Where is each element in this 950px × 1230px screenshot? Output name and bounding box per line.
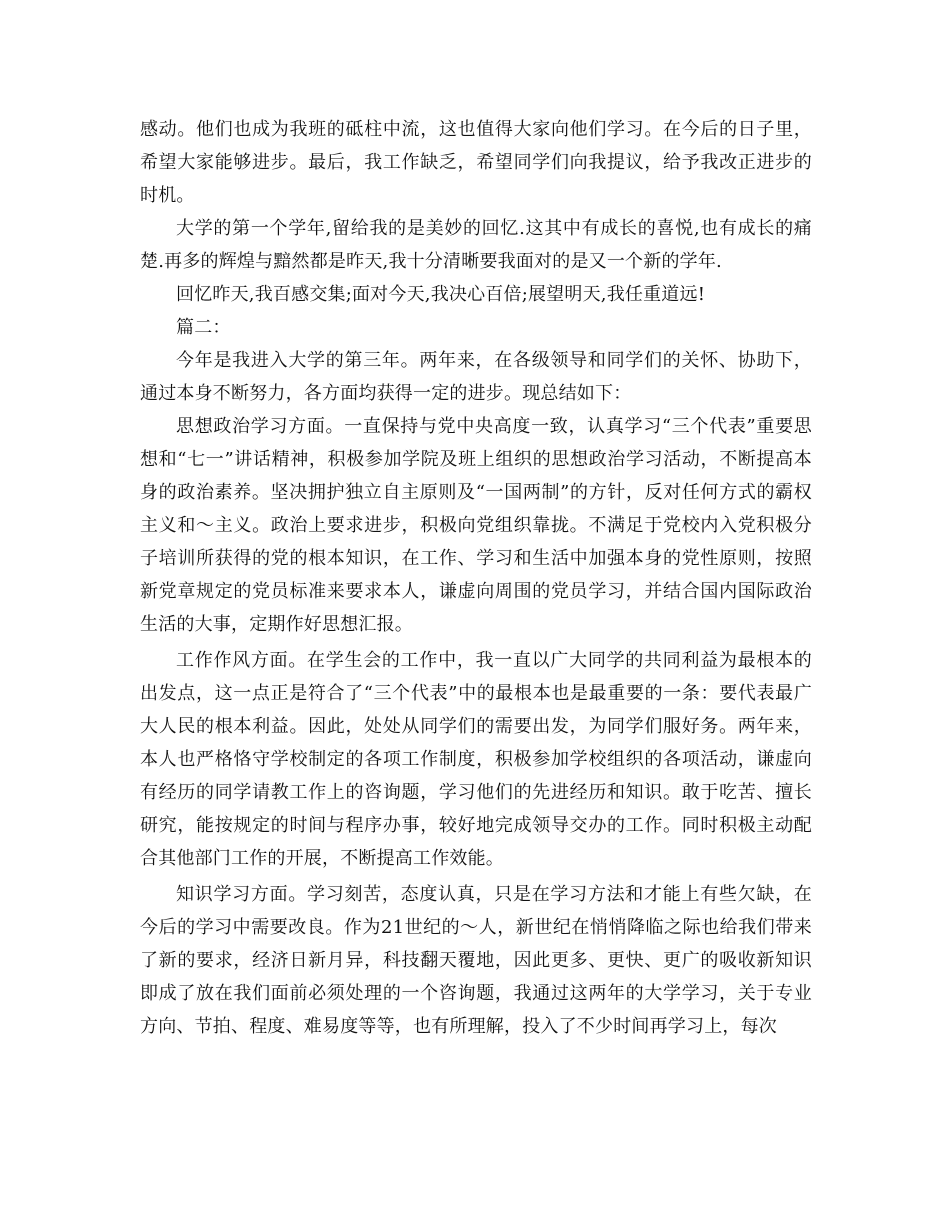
paragraph-first-year: 大学的第一个学年,留给我的是美妙的回忆.这其中有成长的喜悦,也有成长的痛楚.再多的辉煌与黯然都是昨天,我十分清晰要我面对的是又一个新的学年. bbox=[140, 218, 812, 272]
document-body bbox=[140, 113, 812, 1043]
paragraph-intro: 今年是我进入大学的第三年。两年来，在各级领导和同学们的关怀、协助下，通过本身不断努力，各方面均获得一定的进步。现总结如下： bbox=[140, 350, 812, 404]
paragraph-work-style: 工作作风方面。在学生会的工作中，我一直以广大同学的共同利益为最根本的出发点，这一点正是符合了“三个代表”中的最根本也是最重要的一条：要代表最广大人民的根本利益。因此，处处从同学们的需要出发，为同学们服好务。两年来，本人也严格恪守学校制定的各项工作制度，积极参加学校组织的各项活动，谦虚向有经历的同学请教工作上的咨询题，学习他们的先进经历和知识。敢于吃苦、擅长研究，能按规定的时间与程序办事，较好地完成领导交办的工作。同时积极主动配合其他部门工作的开展，不断提高工作效能。 bbox=[140, 650, 812, 869]
paragraph-political-study: 思想政治学习方面。一直保持与党中央高度一致，认真学习“三个代表”重要思想和“七一”讲话精神，积极参加学院及班上组织的思想政治学习活动，不断提高本身的政治素养。坚决拥护独立自主原则及“一国两制”的方针，反对任何方式的霸权主义和～主义。政治上要求进步，积极向党组织靠拢。不满足于党校内入党积极分子培训所获得的党的根本知识，在工作、学习和生活中加强本身的党性原则，按照新党章规定的党员标准来要求本人，谦虚向周围的党员学习，并结合国内国际政治生活的大事，定期作好思想汇报。 bbox=[140, 416, 812, 635]
paragraph-knowledge-study: 知识学习方面。学习刻苦，态度认真，只是在学习方法和才能上有些欠缺，在今后的学习中需要改良。作为21世纪的～人，新世纪在悄悄降临之际也给我们带来了新的要求，经济日新月异，科技翻天覆地，因此更多、更快、更广的吸收新知识即成了放在我们面前必须处理的一个咨询题，我通过这两年的大学学习，关于专业方向、节拍、程度、难易度等等，也有所理解，投入了不少时间再学习上，每次 bbox=[140, 884, 812, 1037]
section-heading: 篇二： bbox=[176, 317, 231, 338]
paragraph-continuation: 感动。他们也成为我班的砥柱中流，这也值得大家向他们学习。在今后的日子里，希望大家能够进步。最后，我工作缺乏，希望同学们向我提议，给予我改正进步的时机。 bbox=[140, 119, 812, 206]
paragraph-reflection: 回忆昨天,我百感交集;面对今天,我决心百倍;展望明天,我任重道远! bbox=[176, 284, 706, 305]
